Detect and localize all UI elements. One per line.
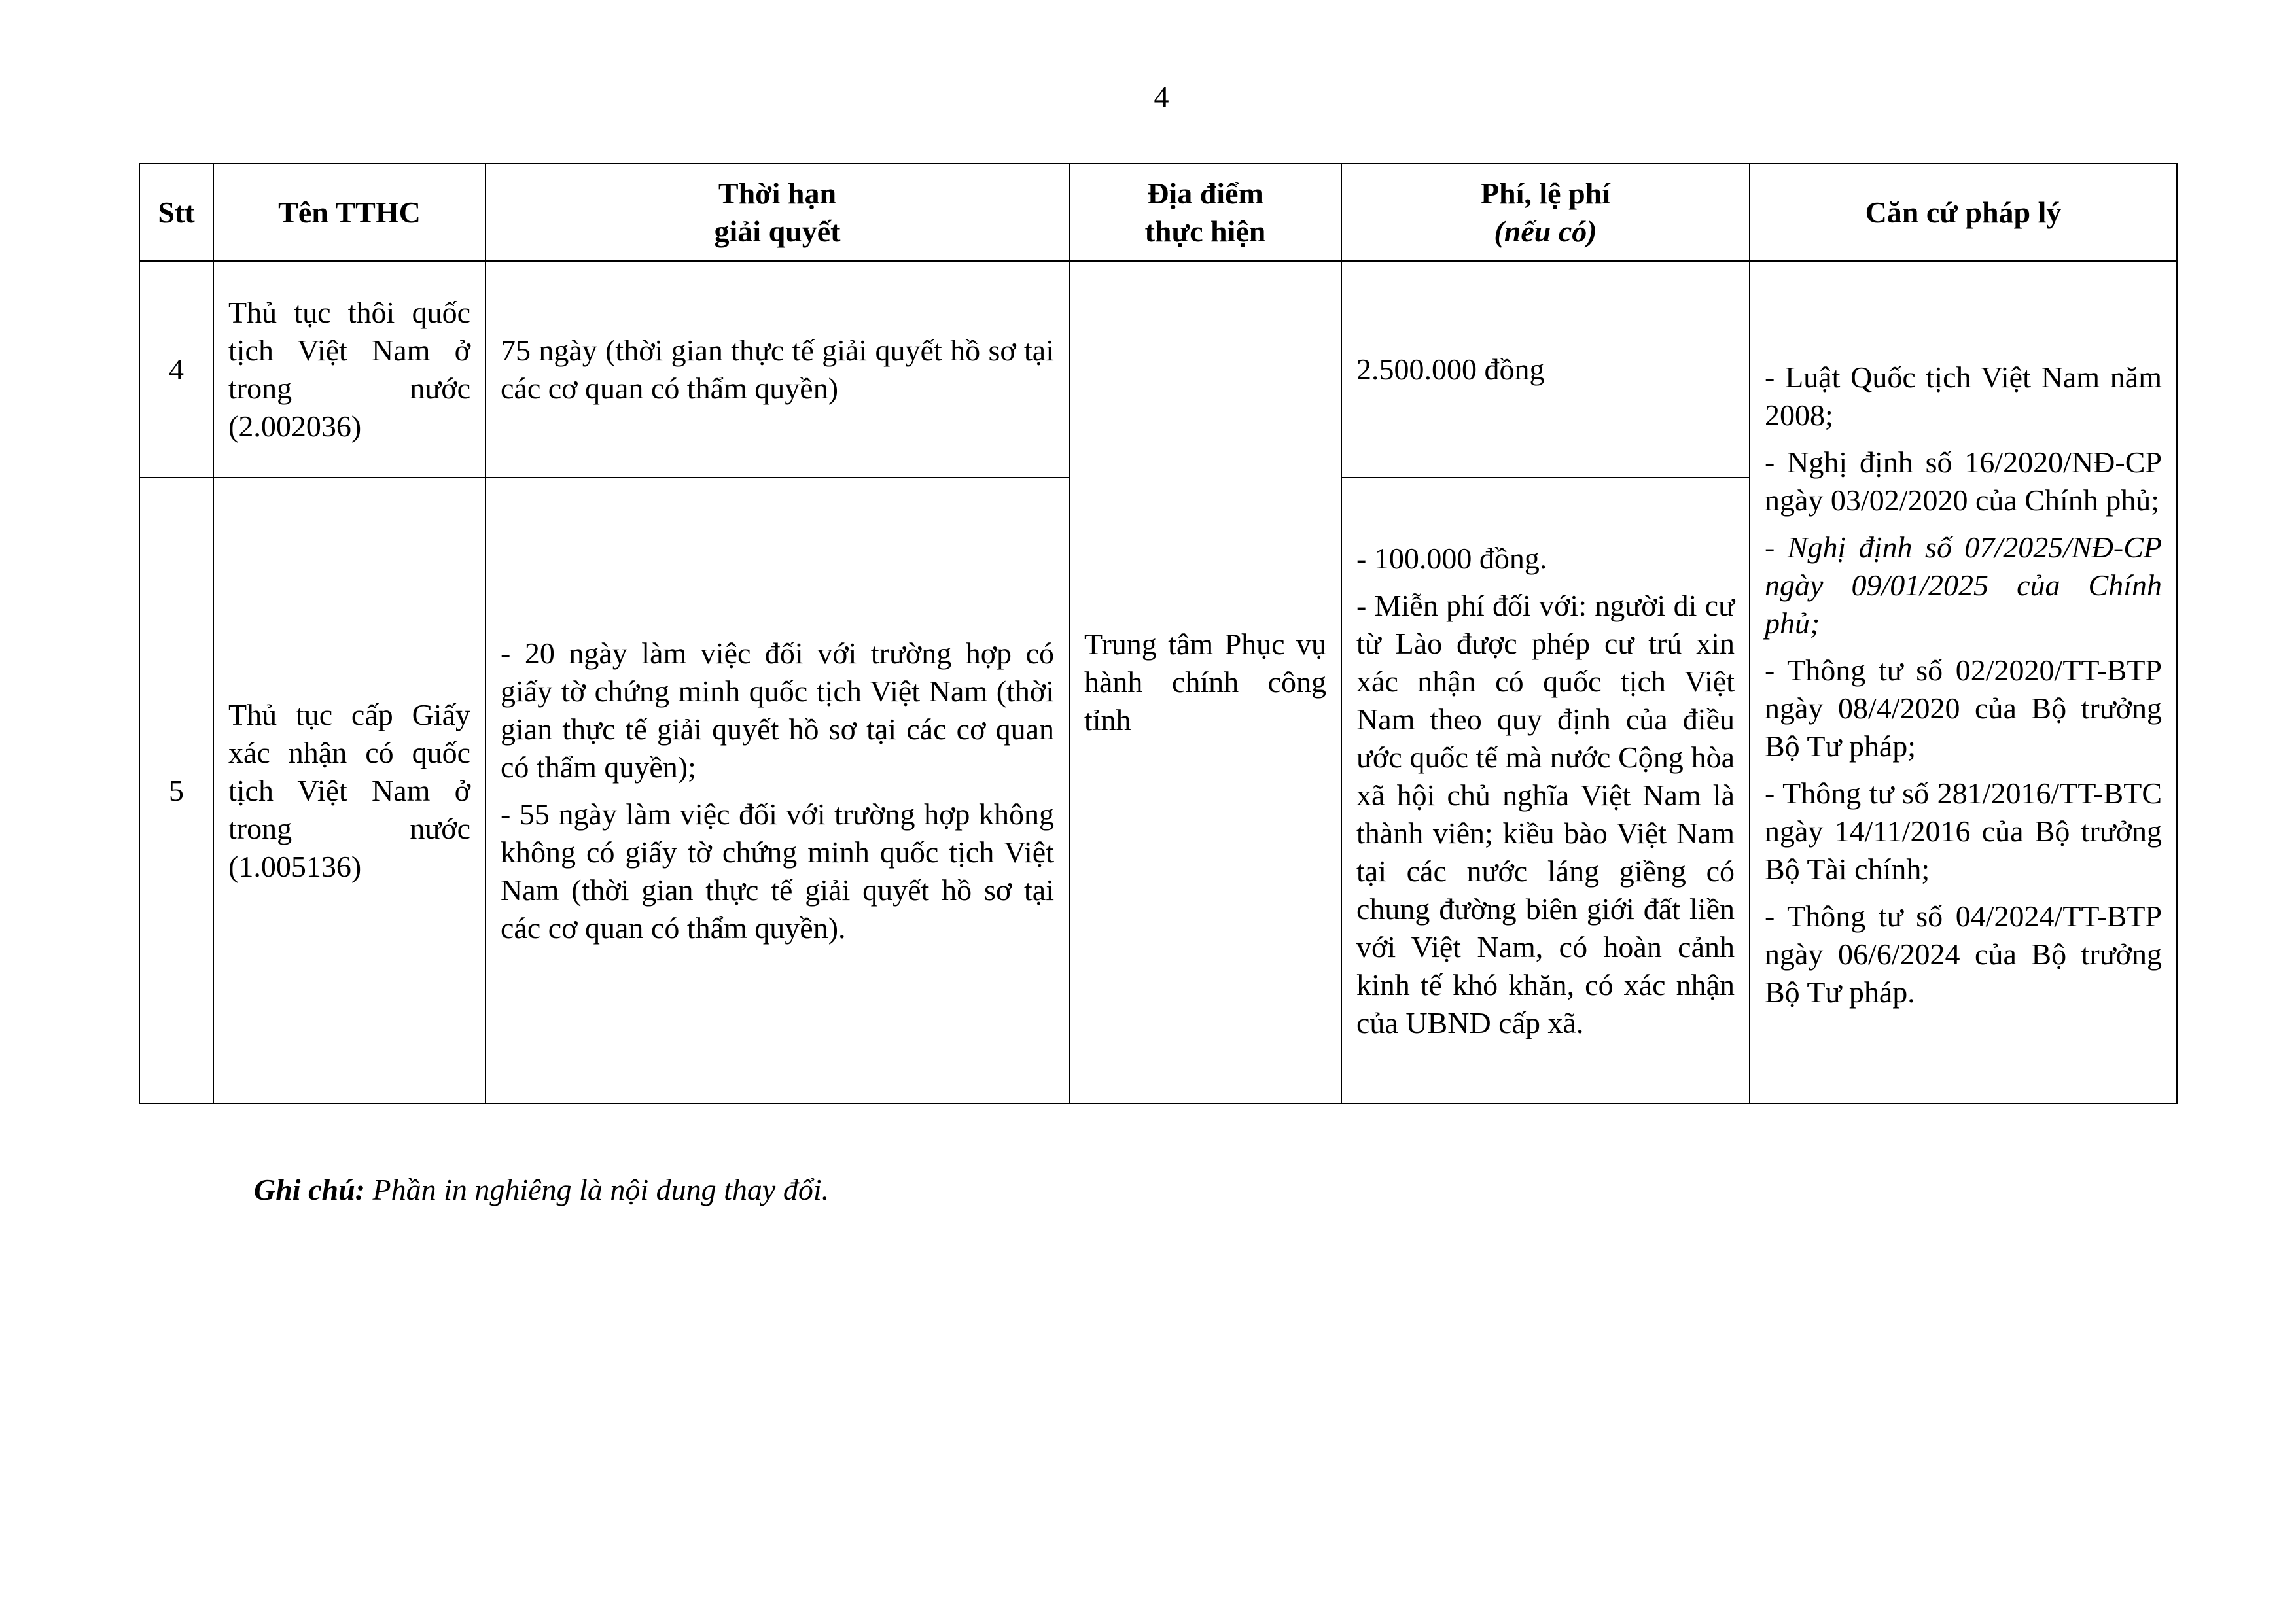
fee-item: 2.500.000 đồng [1356, 352, 1545, 386]
duration-item: - 55 ngày làm việc đối với trường hợp không không có giấy tờ chứng minh quốc tịch Việt Nam (thời gian thực tế giải quyết hồ sơ tại các cơ quan có thẩm quyền). [501, 797, 1054, 945]
duration-item: - 20 ngày làm việc đối với trường hợp có giấy tờ chứng minh quốc tịch Việt Nam (thời gian thực tế giải quyết hồ sơ tại các cơ quan có thẩm quyền); [501, 636, 1054, 784]
row-fee [1341, 478, 1750, 1104]
procedures-table [139, 163, 2178, 1104]
table-header-row [139, 164, 2177, 261]
legal-item: - Thông tư số 02/2020/TT-BTP ngày 08/4/2020 của Bộ trưởng Bộ Tư pháp; [1765, 654, 2162, 763]
shared-legal-cell [1750, 261, 2177, 1104]
header-duration [486, 164, 1069, 261]
header-place [1069, 164, 1341, 261]
legal-item: - Luật Quốc tịch Việt Nam năm 2008; [1765, 360, 2162, 432]
header-legal: Căn cứ pháp lý [1750, 164, 2177, 261]
header-duration-line1: Thời hạn [718, 176, 837, 210]
row-procedure-name: Thủ tục thôi quốc tịch Việt Nam ở trong nước (2.002036) [213, 261, 486, 478]
row-duration [486, 478, 1069, 1104]
row-fee [1341, 261, 1750, 478]
header-duration-line2: giải quyết [714, 214, 841, 248]
header-name: Tên TTHC [213, 164, 486, 261]
shared-place-cell: Trung tâm Phục vụ hành chính công tỉnh [1069, 261, 1341, 1104]
row-duration [486, 261, 1069, 478]
legal-item: - Nghị định số 16/2020/NĐ-CP ngày 03/02/2020 của Chính phủ; [1765, 445, 2162, 517]
header-stt: Stt [139, 164, 213, 261]
row-procedure-name: Thủ tục cấp Giấy xác nhận có quốc tịch Việt Nam ở trong nước (1.005136) [213, 478, 486, 1104]
legal-item-changed: - Nghị định số 07/2025/NĐ-CP ngày 09/01/2025 của Chính phủ; [1765, 531, 2162, 640]
header-place-line2: thực hiện [1144, 214, 1266, 248]
header-fee-line2: (nếu có) [1494, 214, 1597, 248]
header-place-line1: Địa điểm [1147, 176, 1263, 210]
page-number: 4 [1154, 80, 1169, 113]
row-stt: 4 [139, 261, 213, 478]
legal-item: - Thông tư số 281/2016/TT-BTC ngày 14/11/2016 của Bộ trưởng Bộ Tài chính; [1765, 777, 2162, 886]
duration-item: 75 ngày (thời gian thực tế giải quyết hồ sơ tại các cơ quan có thẩm quyền) [501, 333, 1054, 405]
fee-item: - Miễn phí đối với: người di cư từ Lào được phép cư trú xin xác nhận có quốc tịch Việt Nam theo quy định của điều ước quốc tế mà nước Cộng hòa xã hội chủ nghĩa Việt Nam là thành viên; kiều bào Việt Nam tại các nước láng giềng có chung đường biên giới đất liền với Việt Nam, có hoàn cảnh kinh tế khó khăn, có xác nhận của UBND cấp xã. [1356, 588, 1735, 1039]
header-fee-line1: Phí, lệ phí [1480, 176, 1611, 210]
footnote-label: Ghi chú: [254, 1173, 365, 1206]
footnote [254, 1171, 829, 1209]
row-stt: 5 [139, 478, 213, 1104]
legal-item: - Thông tư số 04/2024/TT-BTP ngày 06/6/2024 của Bộ trưởng Bộ Tư pháp. [1765, 899, 2162, 1009]
header-fee [1341, 164, 1750, 261]
footnote-text: Phần in nghiêng là nội dung thay đổi. [364, 1173, 830, 1206]
table-row [139, 261, 2177, 478]
fee-item: - 100.000 đồng. [1356, 541, 1547, 575]
